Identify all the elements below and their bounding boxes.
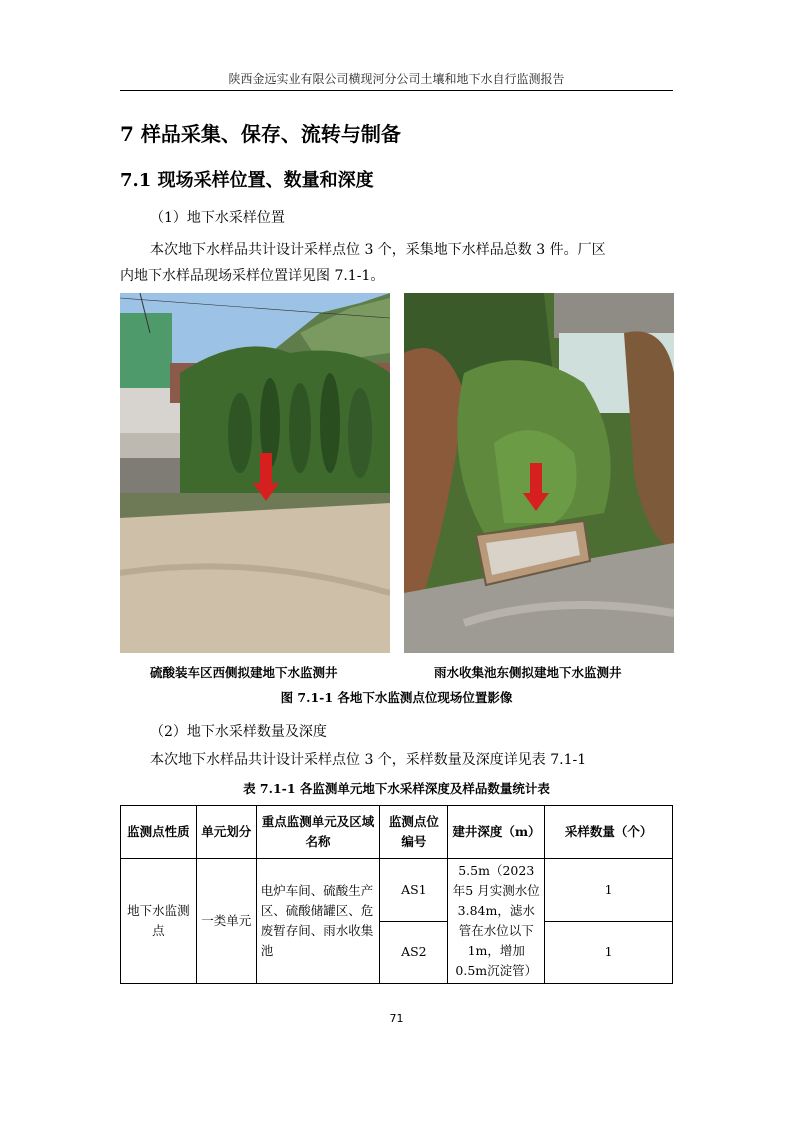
cell-count: 1 <box>545 859 673 922</box>
table-header-row <box>121 806 673 859</box>
subsection-heading: 7.1 现场采样位置、数量和深度 <box>120 170 374 191</box>
cell-count: 1 <box>545 921 673 984</box>
cell-nature: 地下水监测点 <box>121 859 197 984</box>
part2-label: （2）地下水采样数量及深度 <box>150 724 327 740</box>
header-unit: 单元划分 <box>196 806 256 859</box>
right-photo-caption: 雨水收集池东侧拟建地下水监测井 <box>434 665 622 680</box>
table-title: 表 7.1-1 各监测单元地下水采样深度及样品数量统计表 <box>243 781 550 796</box>
part2-line1: 本次地下水样品共计设计采样点位 3 个，采样数量及深度详见表 7.1-1 <box>150 752 587 768</box>
cell-code: AS2 <box>380 921 448 984</box>
part1-label: （1）地下水采样位置 <box>150 210 285 226</box>
right-site-photo <box>404 293 674 653</box>
figure-title: 图 7.1-1 各地下水监测点位现场位置影像 <box>280 690 513 705</box>
page-number: 71 <box>389 1012 404 1025</box>
part1-line2: 内地下水样品现场采样位置详见图 7.1-1。 <box>120 268 385 284</box>
header-nature: 监测点性质 <box>121 806 197 859</box>
table-row <box>121 859 673 922</box>
cell-code: AS1 <box>380 859 448 922</box>
header-area: 重点监测单元及区域名称 <box>256 806 380 859</box>
header-code: 监测点位编号 <box>380 806 448 859</box>
cell-unit: 一类单元 <box>196 859 256 984</box>
left-site-photo <box>120 293 390 653</box>
cell-depth: 5.5m（2023 年5 月实测水位3.84m，滤水管在水位以下1m，增加 0.5m沉淀管） <box>448 859 545 984</box>
part1-line1: 本次地下水样品共计设计采样点位 3 个，采集地下水样品总数 3 件。厂区 <box>150 242 606 258</box>
header-count: 采样数量（个） <box>545 806 673 859</box>
left-photo-caption: 硫酸装车区西侧拟建地下水监测井 <box>150 665 338 680</box>
cell-area: 电炉车间、硫酸生产区、硫酸储罐区、危废暂存间、雨水收集池 <box>256 859 380 984</box>
section-heading: 7 样品采集、保存、流转与制备 <box>120 122 401 146</box>
sampling-stats-table <box>120 805 673 984</box>
header-divider <box>120 90 673 91</box>
header-depth: 建井深度（m） <box>448 806 545 859</box>
running-header: 陕西金远实业有限公司横现河分公司土壤和地下水自行监测报告 <box>228 72 565 86</box>
